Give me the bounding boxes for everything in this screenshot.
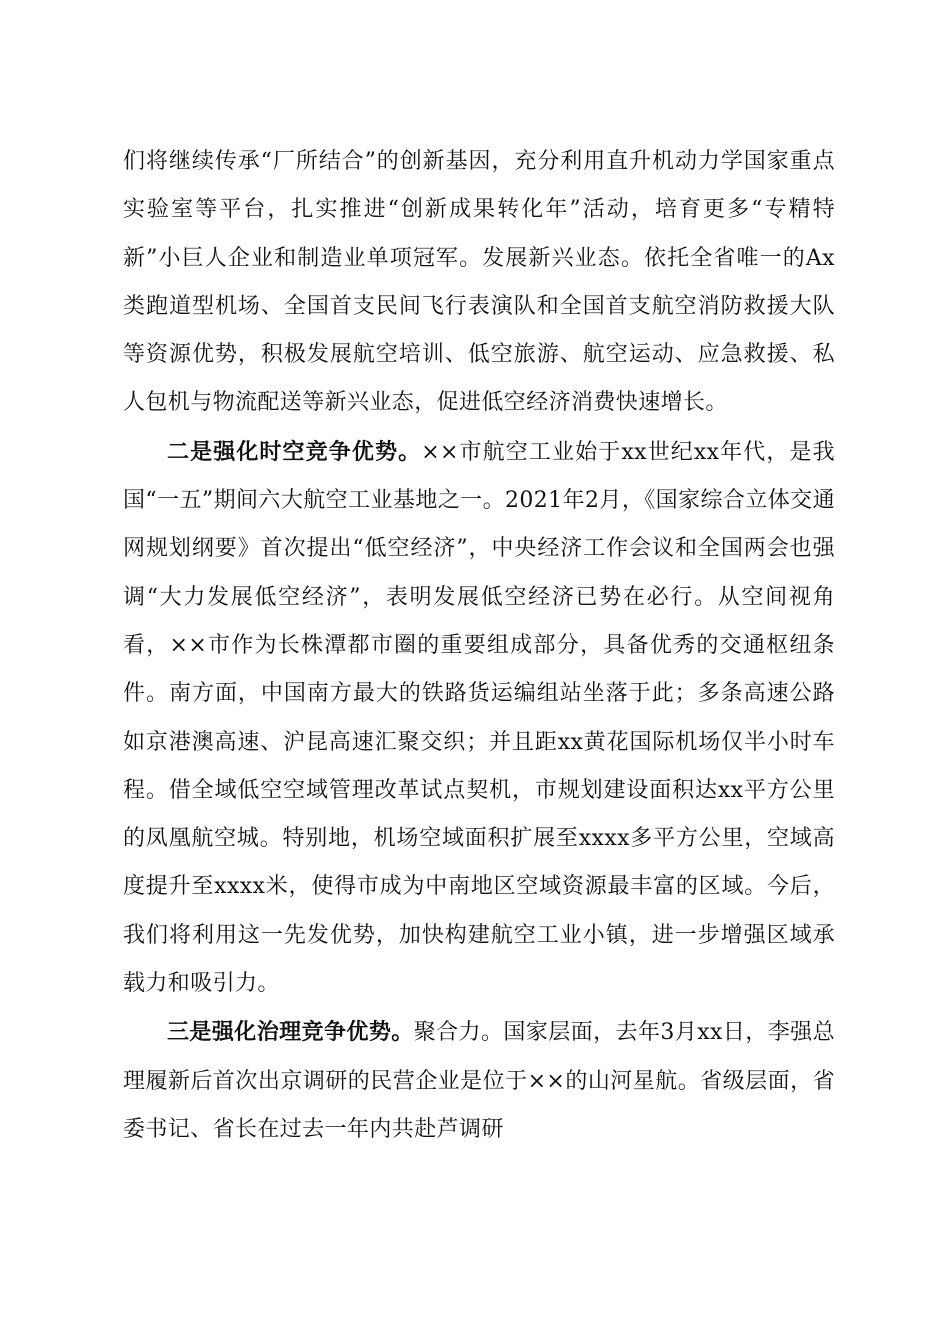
- paragraph-lead: 三是强化治理竞争优势。: [167, 1019, 414, 1046]
- paragraph-text: 们将继续传承“厂所结合”的创新基因，充分利用直升机动力学国家重点实验室等平台，扎实推进“创新成果转化年”活动，培育更多“专精特新”小巨人企业和制造业单项冠军。发展新兴业态。依托全省唯一的Ax类跑道型机场、全国首支民间飞行表演队和全国首支航空消防救援大队等资源优势，积极发展航空培训、低空旅游、航空运动、应急救援、私人包机与物流配送等新兴业态，促进低空经济消费快速增长。: [123, 149, 835, 416]
- paragraph-text: ××市航空工业始于xx世纪xx年代，是我国“一五”期间六大航空工业基地之一。2021年2月，《国家综合立体交通网规划纲要》首次提出“低空经济”，中央经济工作会议和全国两会也强调“大力发展低空经济”，表明发展低空经济已势在必行。从空间视角看，××市作为长株潭都市圈的重要组成部分，具备优秀的交通枢纽条件。南方面，中国南方最大的铁路货运编组站坐落于此；多条高速公路如京港澳高速、沪昆高速汇聚交织；并且距xx黄花国际机场仅半小时车程。借全域低空空域管理改革试点契机，市规划建设面积达xx平方公里的凤凰航空城。特别地，机场空域面积扩展至xxxx多平方公里，空域高度提升至xxxx米，使得市成为中南地区空域资源最丰富的区域。今后，我们将利用这一先发优势，加快构建航空工业小镇，进一步增强区域承载力和吸引力。: [123, 439, 835, 997]
- paragraph-spacetime-advantage: [123, 428, 835, 1009]
- paragraph-continuation: [123, 138, 835, 428]
- document-body: [123, 138, 835, 1154]
- paragraph-text: 聚合力。国家层面，去年3月xx日，李强总理履新后首次出京调研的民营企业是位于××的山河星航。省级层面，省委书记、省长在过去一年内共赴芦调研: [123, 1020, 835, 1142]
- paragraph-governance-advantage: [123, 1008, 835, 1154]
- paragraph-lead: 二是强化时空竞争优势。: [167, 438, 422, 465]
